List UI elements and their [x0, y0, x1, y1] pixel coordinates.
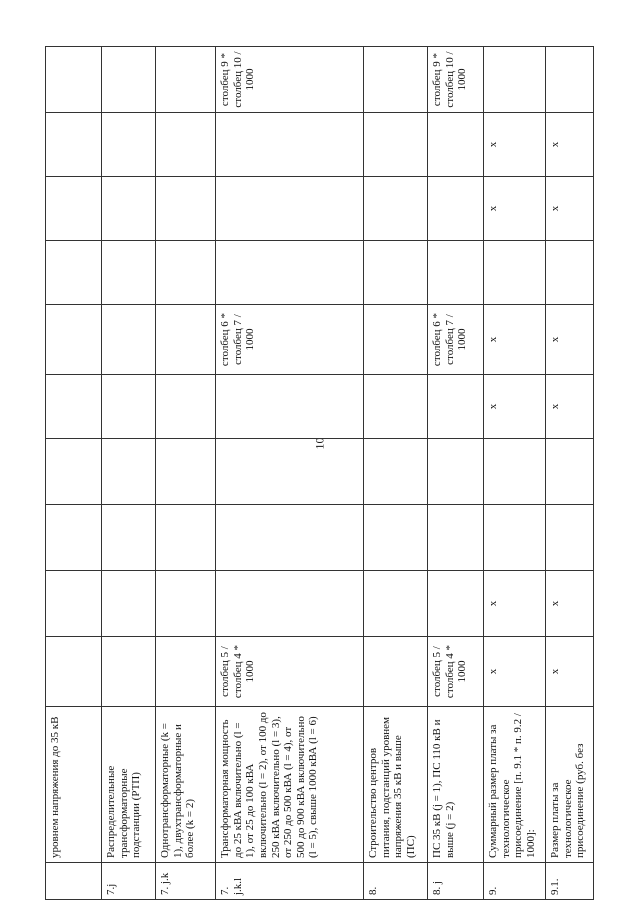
table-cell [46, 305, 102, 375]
table-cell [364, 571, 428, 637]
table-cell [102, 375, 156, 439]
table-row [216, 47, 364, 900]
table-cell [484, 439, 546, 505]
table-cell [546, 505, 594, 571]
rotated-table-wrapper [45, 51, 593, 900]
table-cell [484, 47, 546, 113]
table-cell [428, 439, 484, 505]
table-cell [364, 375, 428, 439]
table-cell [46, 241, 102, 305]
table-cell [156, 305, 216, 375]
table-cell [156, 113, 216, 177]
table-cell: x [484, 375, 546, 439]
row-description: Распределительные трансформаторные подстанции (РТП) [102, 707, 156, 863]
table-cell [364, 47, 428, 113]
table-cell: столбец 5 / столбец 4 * 1000 [216, 637, 364, 707]
table-cell [216, 571, 364, 637]
table-cell: x [484, 571, 546, 637]
table-cell [546, 241, 594, 305]
table-cell [46, 637, 102, 707]
table-cell [364, 505, 428, 571]
table-cell [216, 113, 364, 177]
table-cell [364, 113, 428, 177]
table-cell [428, 113, 484, 177]
table-cell [428, 505, 484, 571]
table-cell: x [484, 305, 546, 375]
table-cell [46, 113, 102, 177]
table-cell [46, 505, 102, 571]
table-cell [102, 637, 156, 707]
table-cell [364, 241, 428, 305]
row-description: Размер платы за технологическое присоединение (руб. без [546, 707, 594, 863]
row-description: уровнем напряжения до 35 кВ [46, 707, 102, 863]
table-cell [102, 505, 156, 571]
table-cell: столбец 6 * столбец 7 / 1000 [428, 305, 484, 375]
table-cell [364, 305, 428, 375]
row-description: Суммарный размер платы за технологическое присоединение [п. 9.1 * п. 9.2 / 1000]: [484, 707, 546, 863]
table-row [102, 47, 156, 900]
table-cell [156, 241, 216, 305]
row-number: 7.j [102, 863, 156, 900]
table-cell [216, 241, 364, 305]
table-cell: x [546, 571, 594, 637]
table-body [46, 47, 594, 900]
table-cell [216, 439, 364, 505]
tariff-table [45, 46, 594, 900]
table-cell [156, 637, 216, 707]
table-cell [484, 241, 546, 305]
table-cell: столбец 6 * столбец 7 / 1000 [216, 305, 364, 375]
page-number: 10 [312, 437, 327, 450]
row-description: Трансформаторная мощность до 25 кВА включительно (l = 1), от 25 до 100 кВА включительно (l = 2), от 100 до 250 кВА включительно (l = 3), от 250 до 500 кВА (l = 4), от 500 до 900 кВА включительно (l = 5), свыше 1000 кВА (l = 6) [216, 707, 364, 863]
table-cell: x [546, 637, 594, 707]
table-cell [546, 439, 594, 505]
table-row [364, 47, 428, 900]
table-cell: x [546, 177, 594, 241]
table-cell [156, 375, 216, 439]
row-number: 8. [364, 863, 428, 900]
table-row [46, 47, 102, 900]
table-cell [46, 439, 102, 505]
table-row [484, 47, 546, 900]
row-number: 9.1. [546, 863, 594, 900]
table-cell [546, 47, 594, 113]
table-cell [484, 505, 546, 571]
table-cell [364, 177, 428, 241]
row-number [46, 863, 102, 900]
table-cell [156, 47, 216, 113]
table-cell: столбец 9 * столбец 10 / 1000 [428, 47, 484, 113]
table-cell [102, 571, 156, 637]
table-cell [102, 241, 156, 305]
row-number: 7. j.k [156, 863, 216, 900]
row-number: 7. j.k.l [216, 863, 364, 900]
table-cell: столбец 9 * столбец 10 / 1000 [216, 47, 364, 113]
table-cell [156, 505, 216, 571]
table-cell [156, 439, 216, 505]
table-cell [216, 375, 364, 439]
table-cell [364, 637, 428, 707]
table-cell [46, 571, 102, 637]
table-cell [102, 305, 156, 375]
table-cell: x [484, 637, 546, 707]
row-description: Однотрансформаторные (k = 1), двухтрансформаторные и более (k = 2) [156, 707, 216, 863]
table-cell: x [546, 113, 594, 177]
table-cell [428, 375, 484, 439]
table-cell: x [484, 113, 546, 177]
table-cell [428, 241, 484, 305]
table-cell [216, 177, 364, 241]
table-cell [46, 177, 102, 241]
table-cell [156, 571, 216, 637]
table-cell: x [546, 305, 594, 375]
row-number: 8. j [428, 863, 484, 900]
table-cell [156, 177, 216, 241]
table-cell: x [484, 177, 546, 241]
table-cell [46, 47, 102, 113]
table-cell [364, 439, 428, 505]
table-cell: x [546, 375, 594, 439]
table-row [428, 47, 484, 900]
table-cell [102, 439, 156, 505]
table-cell [46, 375, 102, 439]
table-row [156, 47, 216, 900]
row-description: ПС 35 кВ (j = 1), ПС 110 кВ и выше (j = 2) [428, 707, 484, 863]
row-description: Строительство центров питания, подстанций уровнем напряжения 35 кВ и выше (ПС) [364, 707, 428, 863]
table-cell: столбец 5 / столбец 4 * 1000 [428, 637, 484, 707]
table-cell [216, 505, 364, 571]
table-cell [102, 113, 156, 177]
table-cell [102, 47, 156, 113]
table-row [546, 47, 594, 900]
row-number: 9. [484, 863, 546, 900]
table-cell [428, 177, 484, 241]
table-cell [102, 177, 156, 241]
table-cell [428, 571, 484, 637]
